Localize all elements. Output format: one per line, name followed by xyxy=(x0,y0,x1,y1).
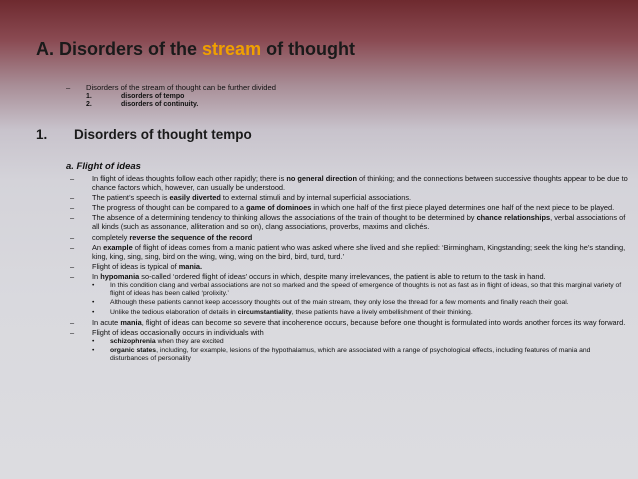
sub-bullet-item xyxy=(92,299,630,307)
sub-bullet-text xyxy=(110,282,630,298)
list-item xyxy=(70,213,630,231)
item-text-part: Although these patients cannot keep accessory thoughts out of the main stream, they only lose the thread for a few moments and finally reach their goal. xyxy=(110,299,569,307)
sub-bullet-text xyxy=(110,347,630,363)
emphasis-text: mania. xyxy=(178,261,203,271)
emphasis-text: mania xyxy=(120,317,142,327)
sub-bullet-text xyxy=(110,299,630,307)
item-text-part: In acute xyxy=(92,317,121,327)
item-text xyxy=(92,233,630,242)
heading-text: Disorders of thought tempo xyxy=(74,127,252,142)
list-item xyxy=(70,328,630,337)
dash-bullet: – xyxy=(70,232,75,242)
dash-bullet: – xyxy=(70,193,75,203)
emphasis-text: example xyxy=(103,242,133,252)
item-text-part: , verbal associations of all kinds (such as assonance, alliteration and so on), clang associations, proverbs, maxims and clichés. xyxy=(92,213,626,232)
emphasis-text: easily diverted xyxy=(169,193,221,203)
item-text-part: to external stimuli and by internal superficial associations. xyxy=(220,193,412,203)
bullet-dot: • xyxy=(92,282,95,290)
emphasis-text: no general direction xyxy=(286,174,357,183)
item-text-part: , including, for example, lesions of the hypothalamus, which are associated with a range of psychological effects, including features of mania and disturbances of personality xyxy=(110,347,591,363)
item-text-part: The absence of a determining tendency to thinking allows the associations of the train of thought to be determined by xyxy=(92,213,477,223)
list-item xyxy=(70,233,630,242)
heading-number: 1. xyxy=(36,127,48,142)
item-text xyxy=(92,193,630,202)
sub-bullet-item xyxy=(92,338,630,346)
emphasis-text: organic states xyxy=(110,347,157,355)
item-text-part: Flight of ideas occasionally occurs in individuals with xyxy=(92,327,264,337)
item-text-part: completely xyxy=(92,232,130,242)
item-text-part: In this condition clang and verbal associations are not so marked and the speed of emergence of thoughts is not as fast as in flight of ideas, so that this marginal variety of flight of ideas has been called ‘prolixity.’ xyxy=(110,282,622,298)
bullet-list xyxy=(70,174,630,365)
emphasis-text: game of dominoes xyxy=(246,203,312,213)
bullet-dot: • xyxy=(92,308,95,316)
emphasis-text: schizophrenia xyxy=(110,338,156,346)
subitem-text: disorders of continuity. xyxy=(121,101,199,108)
item-text xyxy=(92,203,630,212)
list-item xyxy=(70,262,630,271)
item-text xyxy=(92,243,630,261)
item-text xyxy=(92,318,630,327)
item-text-part: in which one half of the first piece played determines one half of the next piece to be played. xyxy=(311,203,615,213)
bullet-dot: • xyxy=(92,338,95,346)
item-text-part: so-called ‘ordered flight of ideas’ occurs in which, despite many irrelevances, the patient is able to return to the task in hand. xyxy=(139,271,546,281)
dash-bullet: – xyxy=(70,317,75,327)
bullet-dot: • xyxy=(92,299,95,307)
item-text-part: , these patients have a lively embellishment of their thinking. xyxy=(291,308,473,316)
bullet-dot: • xyxy=(92,347,95,355)
subitem-number: 2. xyxy=(86,101,92,108)
item-text xyxy=(92,328,630,337)
intro-block xyxy=(66,83,276,108)
subitem-text: disorders of tempo xyxy=(121,93,185,100)
item-text xyxy=(92,174,630,192)
slide-title xyxy=(36,39,355,60)
list-item xyxy=(70,193,630,202)
item-text-part: An xyxy=(92,242,104,252)
item-text-part: of thinking; and the connections between successive thoughts appear to be due to chance factors which, however, can usually be understood. xyxy=(92,174,628,193)
dash-bullet: – xyxy=(70,271,75,281)
sub-bullet-item xyxy=(92,309,630,317)
dash-bullet: – xyxy=(70,213,75,223)
sub-bullet-text xyxy=(110,338,630,346)
item-text-part: Unlike the tedious elaboration of details in xyxy=(110,308,238,316)
emphasis-text: reverse the sequence of the record xyxy=(129,232,253,242)
subsection-title: a. Flight of ideas xyxy=(66,161,141,172)
emphasis-text: hypomania xyxy=(100,271,140,281)
title-post: of thought xyxy=(261,39,356,59)
sub-bullet-item xyxy=(92,282,630,298)
list-item xyxy=(70,174,630,192)
subitem-number: 1. xyxy=(86,93,92,100)
item-text-part: In xyxy=(92,271,101,281)
list-item xyxy=(70,318,630,327)
item-text-part: Flight of ideas is typical of xyxy=(92,261,179,271)
intro-line: Disorders of the stream of thought can be further divided xyxy=(86,83,276,92)
dash-bullet: – xyxy=(70,327,75,337)
item-text-part: The progress of thought can be compared to a xyxy=(92,203,247,213)
intro-sublist xyxy=(86,93,276,108)
list-item xyxy=(70,243,630,261)
dash-bullet: – xyxy=(70,261,75,271)
item-text-part: when they are excited xyxy=(155,338,224,346)
item-text xyxy=(92,262,630,271)
title-pre: A. Disorders of the xyxy=(36,39,203,59)
list-item xyxy=(70,272,630,281)
sub-bullet-text xyxy=(110,309,630,317)
emphasis-text: chance relationships xyxy=(476,213,551,223)
emphasis-text: circumstantiality xyxy=(237,308,292,316)
sub-bullet-item xyxy=(92,347,630,363)
list-item xyxy=(70,203,630,212)
item-text-part: In flight of ideas thoughts follow each other rapidly; there is xyxy=(92,174,287,183)
dash-bullet: – xyxy=(70,203,75,213)
item-text-part: , flight of ideas can become so severe that incoherence occurs, because before one thought is formulated into words another forces its way forward. xyxy=(141,317,626,327)
dash-bullet: – xyxy=(70,242,75,252)
item-text xyxy=(92,213,630,231)
section-heading xyxy=(36,127,252,142)
dash-bullet: – xyxy=(70,174,75,183)
item-text-part: of flight of ideas comes from a manic patient who was asked where she lived and she replied: ‘Birmingham, Kingstanding; seek the king he’s standing, king, king, sing, sing, bird on the wing, wing, wing on the bird, bird, turd, turd.’ xyxy=(92,242,626,261)
item-text-part: The patient’s speech is xyxy=(92,193,170,203)
dash-bullet: – xyxy=(66,83,71,92)
title-highlight: stream xyxy=(202,39,262,59)
item-text xyxy=(92,272,630,281)
